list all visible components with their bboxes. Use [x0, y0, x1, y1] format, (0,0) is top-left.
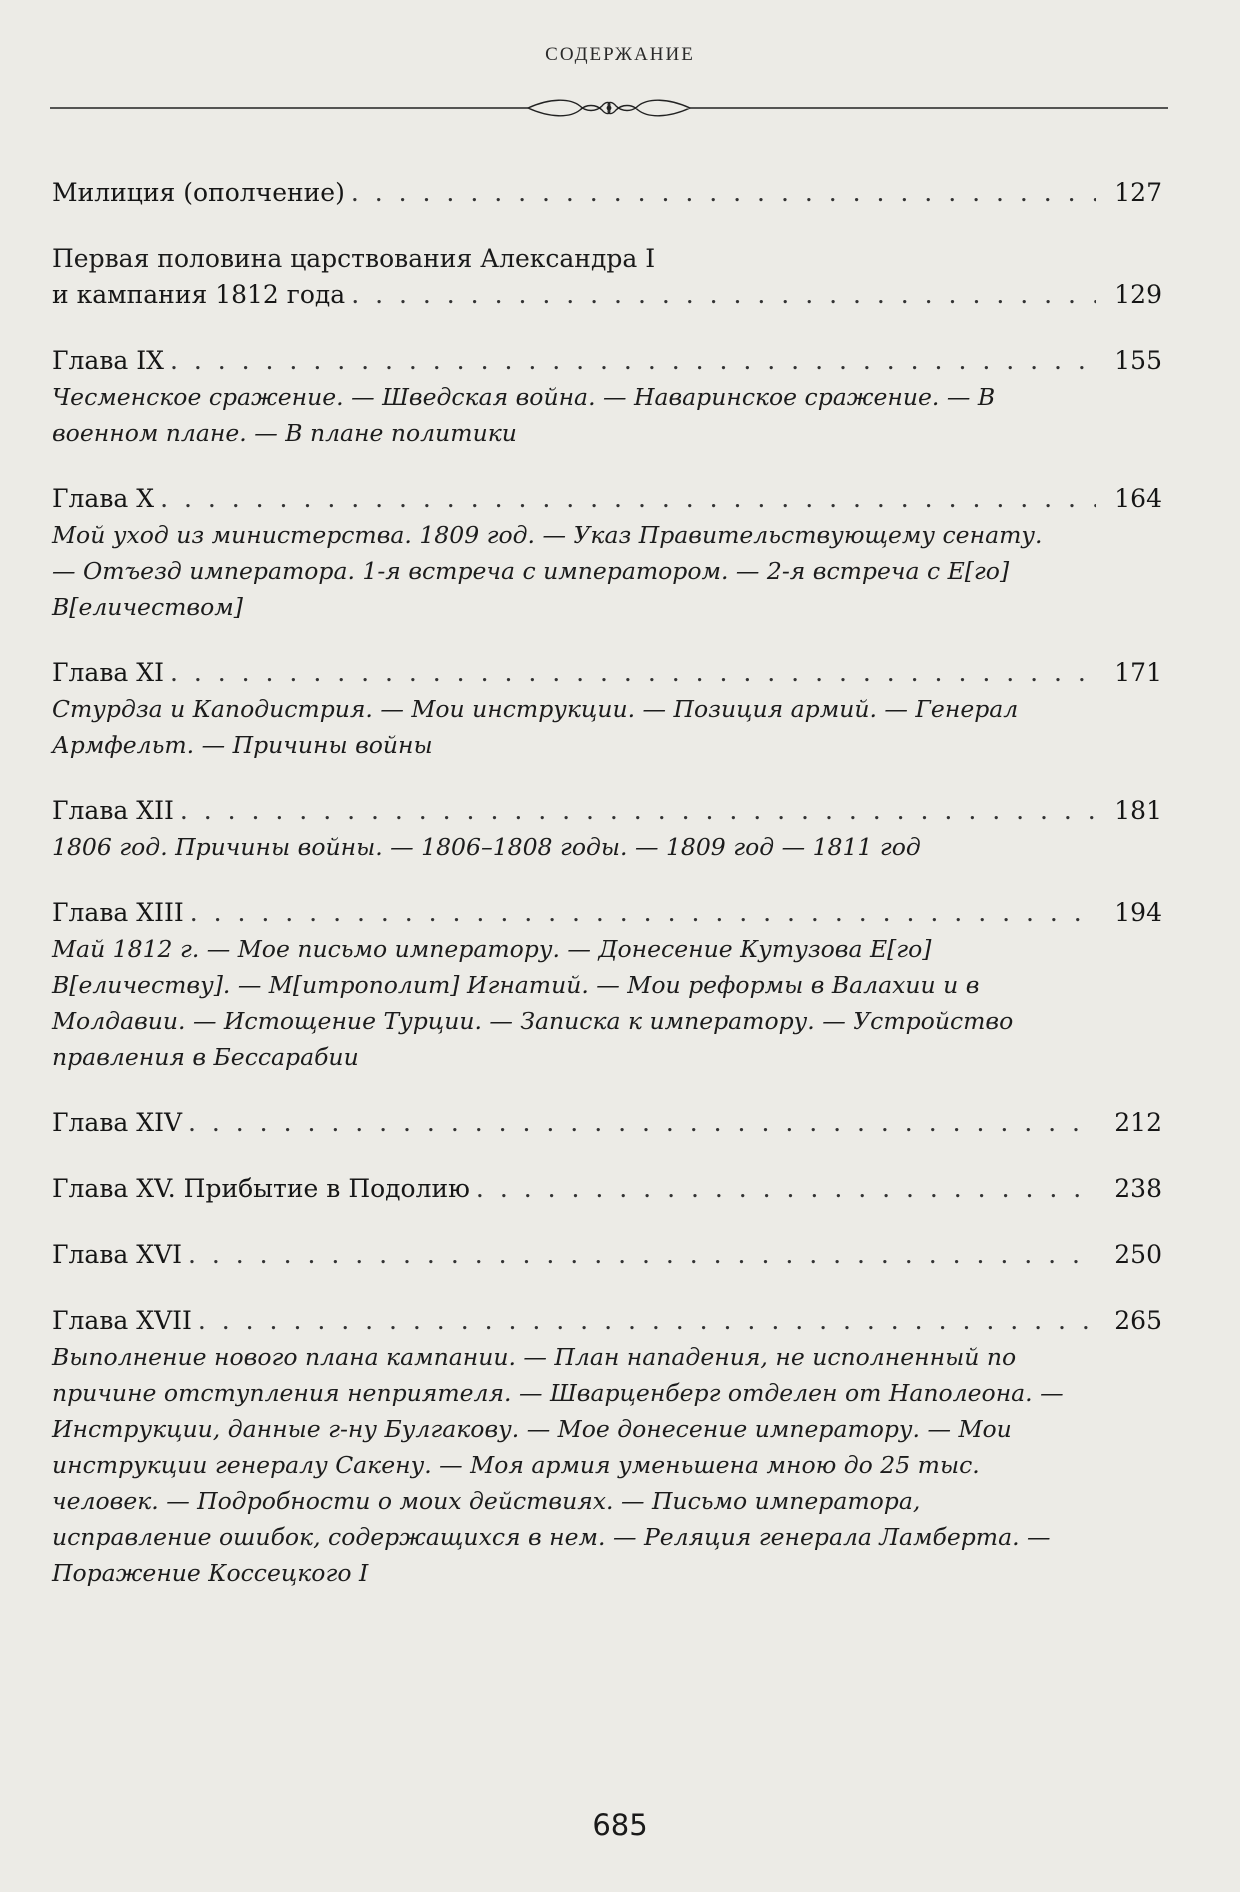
leader-dots [188, 1105, 1096, 1141]
entry-summary: Выполнение нового плана кампании. — План нападения, не исполненный по причине отступления неприятеля. — Шварценберг отделен от Наполеона. — Инструкции, данные г-ну Булгакову. — Мое донесение императору. — Мои инструкции генералу Сакену. — Моя армия уменьшена мною до 25 тыс. человек. — Подробности о моих действиях. — Письмо императора, исправление ошибок, содержащихся в нем. — Реляция генерала Ламберта. — Поражение Коссецкого I [52, 1343, 1064, 1587]
entry-title: Глава XII [52, 796, 174, 825]
toc-entry-first-half-reign [52, 241, 1162, 313]
page-number: 171 [1114, 658, 1162, 687]
entry-title: Глава XVII [52, 1306, 192, 1335]
leader-dots [170, 343, 1096, 379]
page-number: 265 [1114, 1306, 1162, 1335]
toc-entry-militia [52, 175, 1162, 211]
entry-summary: Чесменское сражение. — Шведская война. — Наваринское сражение. — В военном плане. — В плане политики [52, 383, 996, 447]
page-number: 212 [1114, 1108, 1162, 1137]
table-of-contents [52, 175, 1162, 1621]
ornamental-rule [50, 96, 1168, 120]
toc-entry-chapter-12 [52, 793, 1162, 865]
page-number: 129 [1114, 280, 1162, 309]
leader-dots [188, 1237, 1096, 1273]
entry-title: Милиция (ополчение) [52, 178, 345, 207]
entry-title-line2: и кампания 1812 года [52, 280, 346, 309]
page-number: 164 [1114, 484, 1162, 513]
entry-summary: Стурдза и Каподистрия. — Мои инструкции. — Позиция армий. — Генерал Армфельт. — Причины войны [52, 695, 1019, 759]
entry-title: Глава XIV [52, 1108, 182, 1137]
entry-title: Глава IX [52, 346, 164, 375]
toc-entry-chapter-10 [52, 481, 1162, 625]
leader-dots [351, 175, 1096, 211]
leader-dots [160, 481, 1096, 517]
leader-dots [190, 895, 1096, 931]
entry-title: Глава X [52, 484, 155, 513]
leader-dots [180, 793, 1096, 829]
entry-summary: Мой уход из министерства. 1809 год. — Указ Правительствующему сенату. — Отъезд императора. 1-я встреча с императором. — 2-я встреча с Е[го] В[еличеством] [52, 521, 1043, 621]
leader-dots [198, 1303, 1096, 1339]
leader-dots [476, 1171, 1096, 1207]
toc-entry-chapter-11 [52, 655, 1162, 763]
page-number: 155 [1114, 346, 1162, 375]
toc-entry-chapter-16 [52, 1237, 1162, 1273]
page-number-footer: 685 [592, 1808, 648, 1842]
running-header: СОДЕРЖАНИЕ [545, 44, 695, 65]
entry-title: Глава XV. Прибытие в Подолию [52, 1174, 470, 1203]
page-number: 194 [1114, 898, 1162, 927]
page-number: 250 [1114, 1240, 1162, 1269]
entry-title: Глава XIII [52, 898, 184, 927]
toc-entry-chapter-13 [52, 895, 1162, 1075]
entry-title-line1: Первая половина царствования Александра I [52, 244, 656, 273]
leader-dots [351, 277, 1096, 313]
entry-summary: 1806 год. Причины войны. — 1806–1808 годы. — 1809 год — 1811 год [52, 833, 921, 861]
toc-entry-chapter-15 [52, 1171, 1162, 1207]
entry-summary: Май 1812 г. — Мое письмо императору. — Донесение Кутузова Е[го] В[еличеству]. — М[итрополит] Игнатий. — Мои реформы в Валахии и в Молдавии. — Истощение Турции. — Записка к императору. — Устройство правления в Бессарабии [52, 935, 1014, 1071]
toc-entry-chapter-17 [52, 1303, 1162, 1591]
page-number: 127 [1114, 178, 1162, 207]
page-number: 238 [1114, 1174, 1162, 1203]
leader-dots [170, 655, 1096, 691]
entry-title: Глава XI [52, 658, 164, 687]
toc-entry-chapter-14 [52, 1105, 1162, 1141]
page-number: 181 [1114, 796, 1162, 825]
entry-title: Глава XVI [52, 1240, 182, 1269]
toc-entry-chapter-9 [52, 343, 1162, 451]
